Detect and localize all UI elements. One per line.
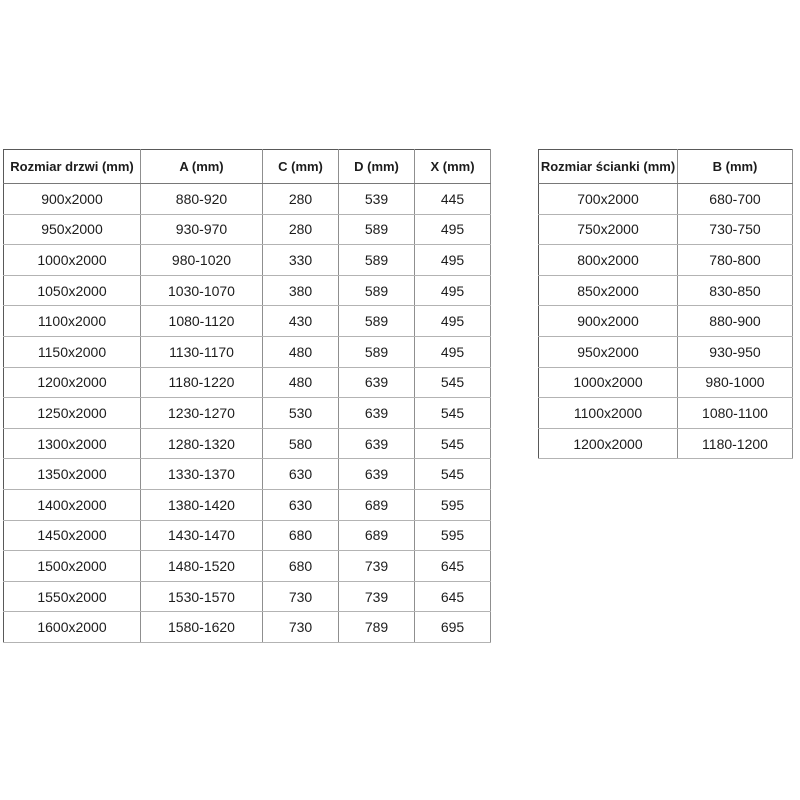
table-cell: 589 (339, 245, 415, 276)
table-row (539, 214, 793, 245)
table-row (4, 367, 491, 398)
table-cell: 850x2000 (539, 275, 678, 306)
table-cell: 445 (415, 184, 491, 215)
table-cell: 1150x2000 (4, 336, 141, 367)
table-cell: 780-800 (678, 245, 793, 276)
table-cell: 880-900 (678, 306, 793, 337)
table-cell: 930-970 (141, 214, 263, 245)
table-cell: 1080-1100 (678, 398, 793, 429)
table-cell: 730 (263, 612, 339, 643)
table-cell: 589 (339, 275, 415, 306)
header-row (539, 150, 793, 184)
table-cell: 545 (415, 459, 491, 490)
table-row (4, 489, 491, 520)
table-cell: 730-750 (678, 214, 793, 245)
table-row (539, 275, 793, 306)
table-cell: 530 (263, 398, 339, 429)
table-cell: 589 (339, 214, 415, 245)
table-cell: 700x2000 (539, 184, 678, 215)
table-cell: 739 (339, 551, 415, 582)
table-cell: 980-1020 (141, 245, 263, 276)
table-cell: 595 (415, 489, 491, 520)
table-cell: 1430-1470 (141, 520, 263, 551)
table-cell: 495 (415, 275, 491, 306)
column-header: C (mm) (263, 150, 339, 184)
table-cell: 689 (339, 520, 415, 551)
table-row (4, 245, 491, 276)
table-cell: 789 (339, 612, 415, 643)
table-cell: 480 (263, 367, 339, 398)
table-cell: 695 (415, 612, 491, 643)
table-cell: 900x2000 (539, 306, 678, 337)
table-row (4, 398, 491, 429)
table-cell: 1250x2000 (4, 398, 141, 429)
table-cell: 495 (415, 336, 491, 367)
table-cell: 739 (339, 581, 415, 612)
table-cell: 495 (415, 245, 491, 276)
table-cell: 1180-1200 (678, 428, 793, 459)
column-header: A (mm) (141, 150, 263, 184)
column-header: B (mm) (678, 150, 793, 184)
table-cell: 630 (263, 459, 339, 490)
table-cell: 830-850 (678, 275, 793, 306)
door-sizes-table (3, 149, 491, 643)
table-cell: 639 (339, 398, 415, 429)
table-cell: 330 (263, 245, 339, 276)
table-cell: 1450x2000 (4, 520, 141, 551)
table-cell: 980-1000 (678, 367, 793, 398)
table-row (4, 275, 491, 306)
table-cell: 800x2000 (539, 245, 678, 276)
table-cell: 280 (263, 214, 339, 245)
table-cell: 900x2000 (4, 184, 141, 215)
table-cell: 539 (339, 184, 415, 215)
table-cell: 645 (415, 551, 491, 582)
table-cell: 930-950 (678, 336, 793, 367)
table-cell: 1200x2000 (539, 428, 678, 459)
column-header: D (mm) (339, 150, 415, 184)
table-cell: 1380-1420 (141, 489, 263, 520)
table-row (4, 581, 491, 612)
table-cell: 1350x2000 (4, 459, 141, 490)
table-cell: 680 (263, 551, 339, 582)
table-cell: 1180-1220 (141, 367, 263, 398)
table-row (4, 336, 491, 367)
table-cell: 1080-1120 (141, 306, 263, 337)
table-row (4, 184, 491, 215)
table-cell: 1200x2000 (4, 367, 141, 398)
table-cell: 430 (263, 306, 339, 337)
table-cell: 545 (415, 367, 491, 398)
table-cell: 545 (415, 398, 491, 429)
table-row (4, 520, 491, 551)
table-cell: 1130-1170 (141, 336, 263, 367)
table-cell: 589 (339, 306, 415, 337)
table-row (4, 459, 491, 490)
table-cell: 680-700 (678, 184, 793, 215)
table-cell: 639 (339, 428, 415, 459)
table-row (539, 398, 793, 429)
table-cell: 1050x2000 (4, 275, 141, 306)
table-cell: 1030-1070 (141, 275, 263, 306)
table-cell: 480 (263, 336, 339, 367)
table-cell: 639 (339, 367, 415, 398)
table-cell: 495 (415, 214, 491, 245)
table-row (4, 306, 491, 337)
table-cell: 630 (263, 489, 339, 520)
table-cell: 580 (263, 428, 339, 459)
table-cell: 1530-1570 (141, 581, 263, 612)
table-cell: 639 (339, 459, 415, 490)
table-cell: 1280-1320 (141, 428, 263, 459)
table-cell: 689 (339, 489, 415, 520)
table-row (539, 336, 793, 367)
table-row (4, 551, 491, 582)
table-cell: 950x2000 (539, 336, 678, 367)
column-header: Rozmiar drzwi (mm) (4, 150, 141, 184)
table-row (539, 245, 793, 276)
table-row (4, 612, 491, 643)
table-row (539, 184, 793, 215)
table-row (4, 428, 491, 459)
table-cell: 1230-1270 (141, 398, 263, 429)
table-cell: 280 (263, 184, 339, 215)
table-cell: 880-920 (141, 184, 263, 215)
table-cell: 1330-1370 (141, 459, 263, 490)
table-cell: 545 (415, 428, 491, 459)
table-cell: 645 (415, 581, 491, 612)
table-row (539, 367, 793, 398)
table-row (4, 214, 491, 245)
table-cell: 1400x2000 (4, 489, 141, 520)
table-cell: 1500x2000 (4, 551, 141, 582)
table-cell: 1550x2000 (4, 581, 141, 612)
column-header: Rozmiar ścianki (mm) (539, 150, 678, 184)
table-cell: 595 (415, 520, 491, 551)
wall-sizes-table (538, 149, 793, 459)
table-cell: 680 (263, 520, 339, 551)
table-cell: 950x2000 (4, 214, 141, 245)
table-row (539, 428, 793, 459)
table-cell: 1100x2000 (4, 306, 141, 337)
header-row (4, 150, 491, 184)
column-header: X (mm) (415, 150, 491, 184)
table-cell: 750x2000 (539, 214, 678, 245)
table-cell: 1300x2000 (4, 428, 141, 459)
table-cell: 380 (263, 275, 339, 306)
table-cell: 1600x2000 (4, 612, 141, 643)
table-cell: 1480-1520 (141, 551, 263, 582)
table-cell: 730 (263, 581, 339, 612)
table-cell: 495 (415, 306, 491, 337)
table-cell: 1000x2000 (539, 367, 678, 398)
table-cell: 589 (339, 336, 415, 367)
table-cell: 1100x2000 (539, 398, 678, 429)
table-row (539, 306, 793, 337)
table-cell: 1000x2000 (4, 245, 141, 276)
table-cell: 1580-1620 (141, 612, 263, 643)
